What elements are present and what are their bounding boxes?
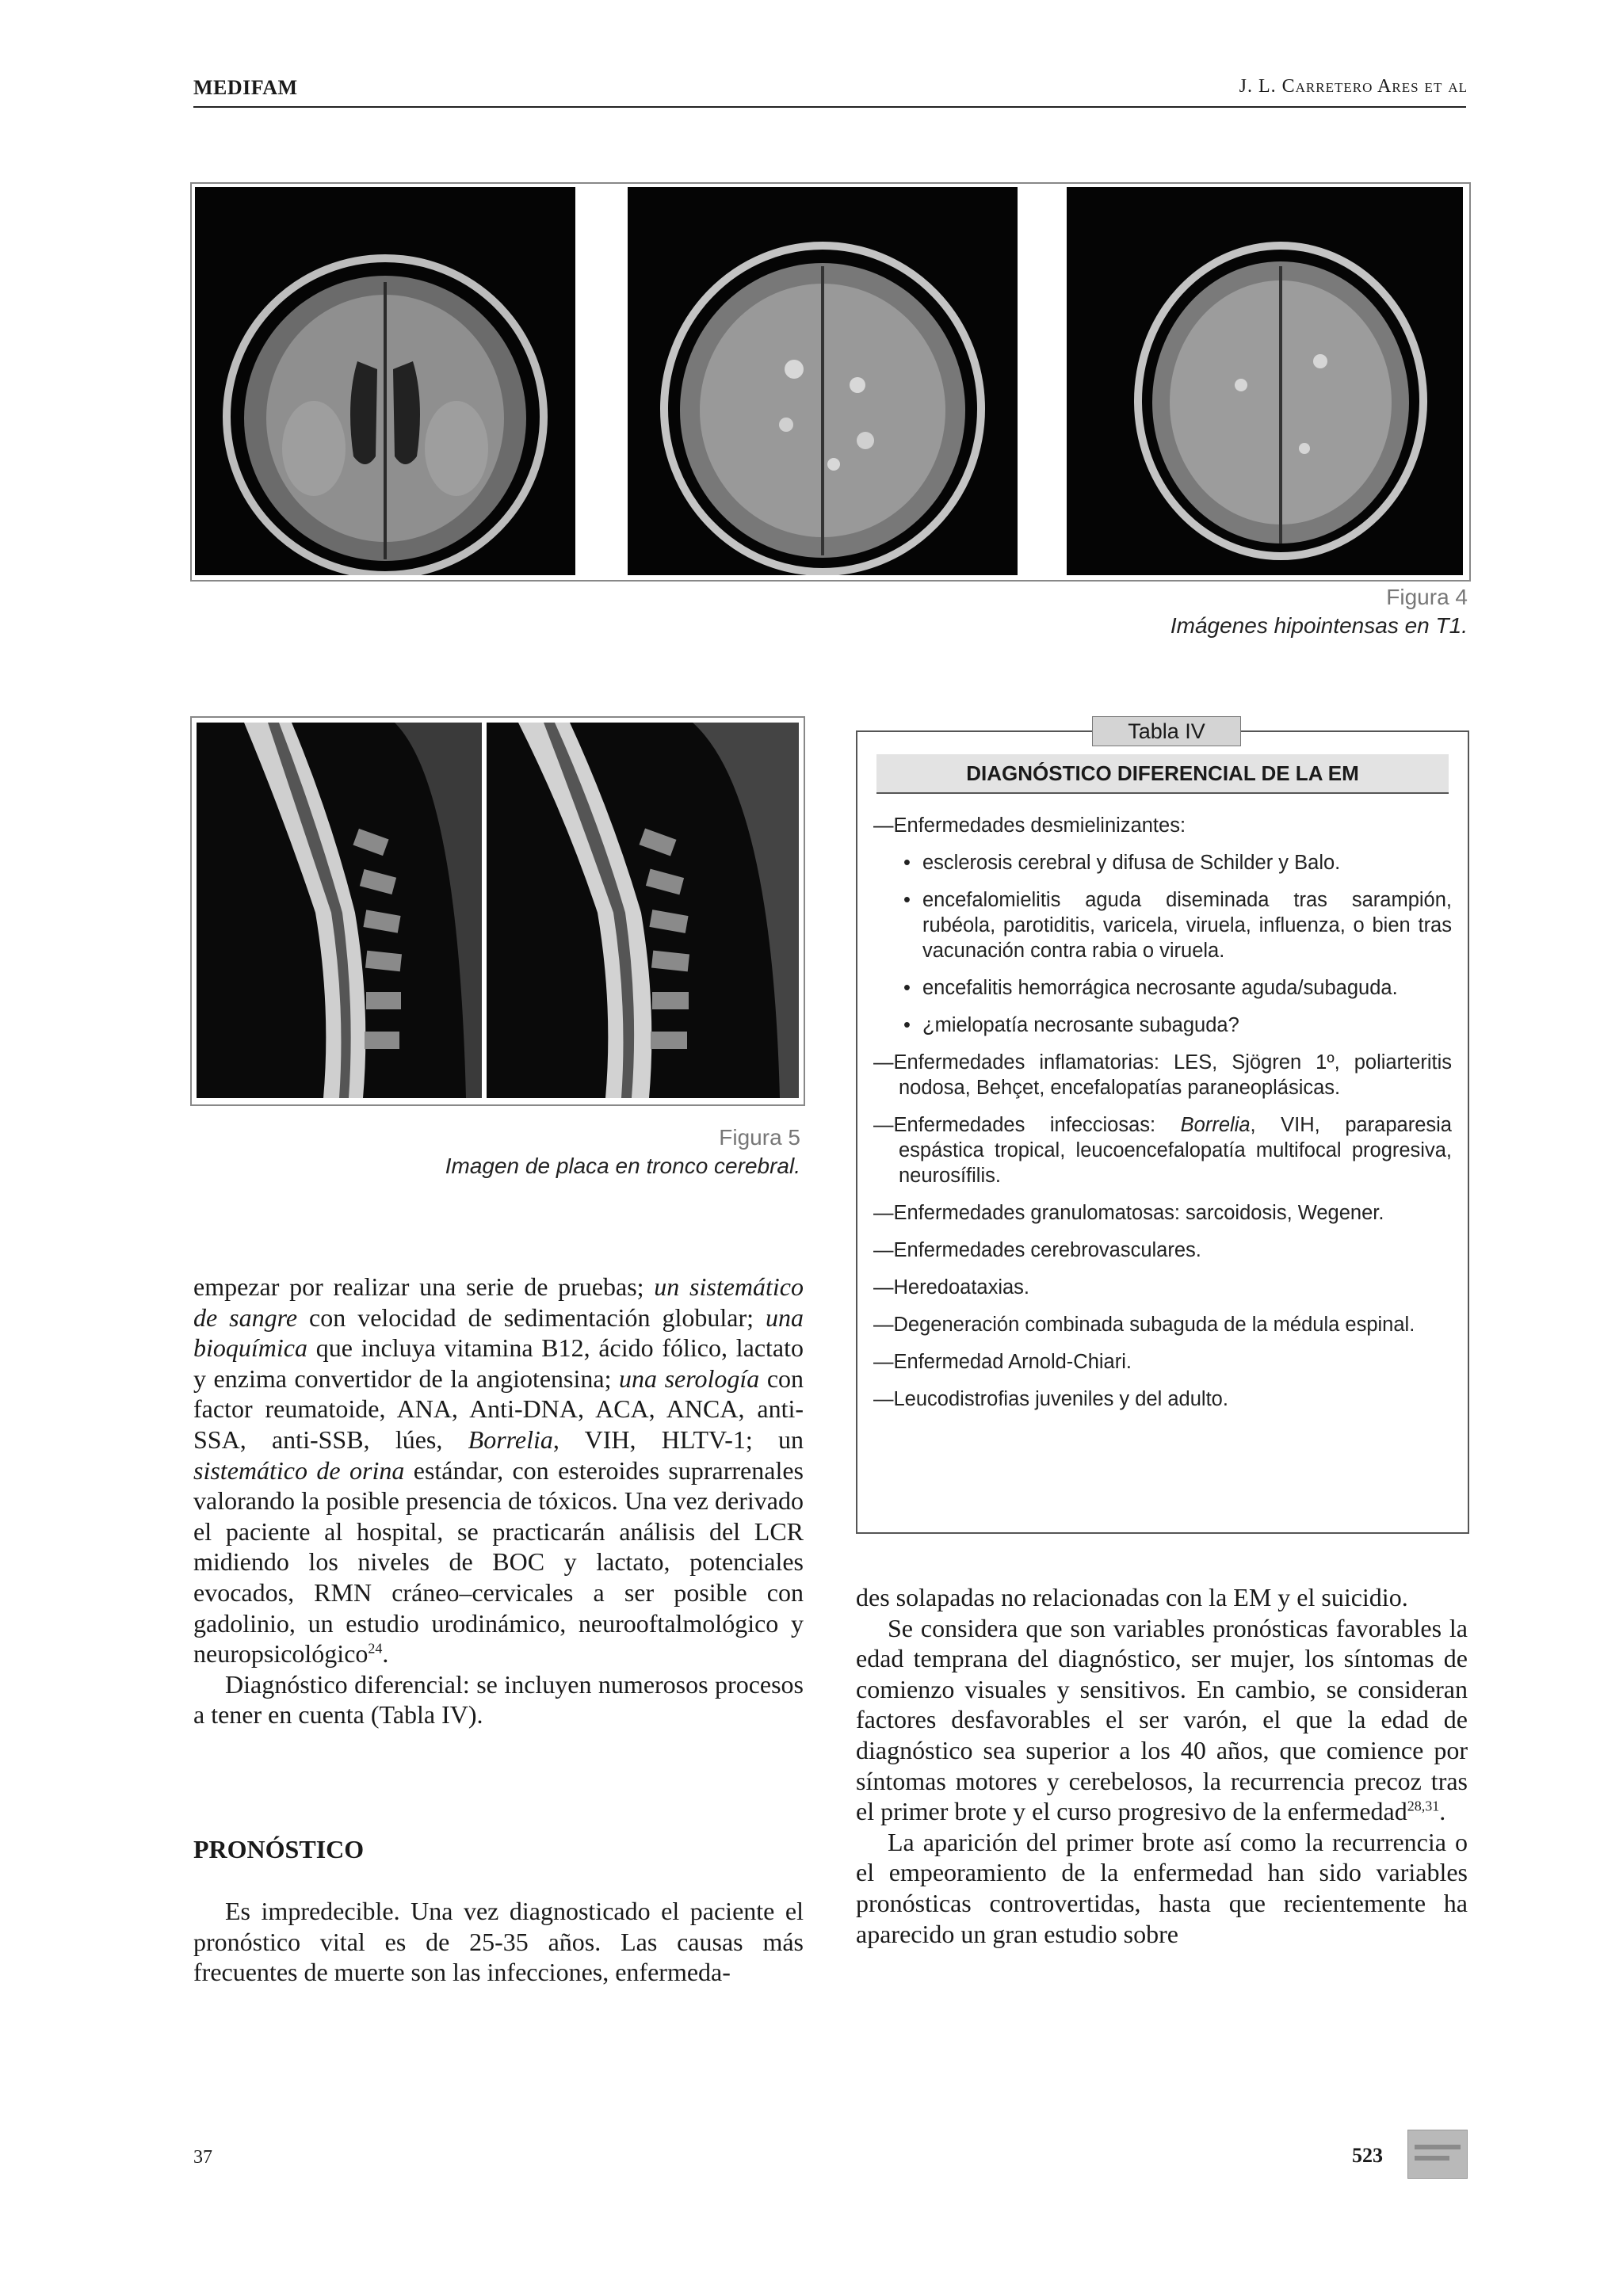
text-run: empezar por realizar una serie de pruebas; [193, 1272, 655, 1301]
table-tab-label: Tabla IV [1092, 716, 1241, 746]
mri-slice-1 [195, 187, 575, 575]
body-paragraph: La aparición del primer brote así como la recurrencia o el empeoramiento de la enfermedad han sido variables pronósticas controvertidas, hasta que recientemente ha aparecido un gran estudio sobre [856, 1827, 1468, 1948]
mri-slice-2 [628, 187, 1018, 575]
figure-5-caption [193, 1123, 800, 1180]
journal-name: MEDIFAM [193, 76, 298, 99]
text-run: . [382, 1639, 389, 1669]
table-item: —Enfermedades desmielinizantes: [873, 814, 1186, 837]
body-paragraph [193, 1272, 804, 1669]
left-column-upper [193, 1272, 804, 1730]
body-paragraph [856, 1613, 1468, 1827]
text-run: . [1439, 1797, 1446, 1826]
text-run-italic: una bioquímica [193, 1302, 804, 1363]
header-rule [193, 106, 1466, 108]
table-item: —Enfermedades cerebrovasculares. [873, 1239, 1201, 1261]
figure-4 [190, 182, 1471, 582]
table-item-italic: Borrelia [1180, 1114, 1251, 1136]
text-run: con factor reumatoide, ANA, Anti-DNA, ACA, ANCA, anti-SSA, anti-SSB, lúes, [193, 1363, 804, 1454]
table-item: —Heredoataxias. [873, 1276, 1030, 1299]
table-item: —Degeneración combinada subaguda de la médula espinal. [873, 1314, 1415, 1336]
text-run: Se considera que son variables pronósticas favorables la edad temprana del diagnóstico, ser mujer, los síntomas de comienzo visuales y sensitivos. En cambio, se consideran factores desfavorables el ser varón, el que la edad de diagnóstico sea superior a los 40 años, que comience por síntomas motores y cerebelosos, la recurrencia precoz tras el primer brote y el curso progresivo de la enfermedad [856, 1613, 1468, 1826]
spine-mri-2 [487, 723, 799, 1098]
text-run: , VIH, HLTV-1; un [552, 1425, 804, 1454]
table-item: —Enfermedades granulomatosas: sarcoidosis, Wegener. [873, 1202, 1384, 1224]
table-body [873, 813, 1452, 1424]
figure-5-text: Imagen de placa en tronco cerebral. [445, 1154, 800, 1178]
text-run-italic: Borrelia [468, 1425, 553, 1454]
table-item-text: —Enfermedades infecciosas: [873, 1114, 1181, 1136]
text-run-italic: sistemático de orina [193, 1455, 405, 1485]
table-title: DIAGNÓSTICO DIFERENCIAL DE LA EM [876, 754, 1449, 794]
mri-slice-3 [1067, 187, 1463, 575]
text-run-italic: una serología [619, 1363, 760, 1393]
figure-5 [190, 716, 805, 1106]
section-heading: PRONÓSTICO [193, 1835, 365, 1863]
table-item: —Enfermedades inflamatorias: LES, Sjögren 1º, poliarteritis nodosa, Behçet, encefalopatías paraneoplásicas. [873, 1051, 1452, 1099]
left-column-lower [193, 1896, 804, 1988]
figure-5-label: Figura 5 [719, 1125, 800, 1150]
body-paragraph: Diagnóstico diferencial: se incluyen numerosos procesos a tener en cuenta (Tabla IV). [193, 1669, 804, 1730]
figure-4-label: Figura 4 [1386, 585, 1468, 609]
table-item: —Enfermedad Arnold-Chiari. [873, 1351, 1132, 1373]
text-run: con velocidad de sedimentación globular; [297, 1302, 766, 1332]
text-run: que incluya vitamina B12, ácido fólico, lactato y enzima convertidor de la angiotensina; [193, 1333, 804, 1393]
publisher-logo-icon [1407, 2130, 1468, 2179]
body-paragraph: des solapadas no relacionadas con la EM y el suicidio. [856, 1583, 1408, 1611]
table-item [873, 1112, 1452, 1188]
table-iv [856, 719, 1469, 1534]
text-run-italic: un sistemático de sangre [193, 1272, 804, 1332]
table-item: —Leucodistrofias juveniles y del adulto. [873, 1388, 1228, 1410]
figure-4-text: Imágenes hipointensas en T1. [1170, 613, 1468, 638]
table-bullet: • encefalomielitis aguda diseminada tras sarampión, rubéola, parotiditis, varicela, viruela, influenza, o bien tras vacunación contra rabia o viruela. [873, 887, 1452, 963]
body-paragraph: Es impredecible. Una vez diagnosticado el paciente el pronóstico vital es de 25-35 años. Las causas más frecuentes de muerte son las infecciones, enfermeda- [193, 1897, 804, 1987]
reference-mark: 28,31 [1407, 1798, 1440, 1814]
running-authors: J. L. Carretero Ares et al [1239, 76, 1468, 97]
text-run: estándar, con esteroides suprarrenales valorando la posible presencia de tóxicos. Una vez derivado el paciente al hospital, se practicarán análisis del LCR midiendo los niveles de BOC y lactato, potenciales evocados, RMN cráneo–cervicales a ser posible con gadolinio, un estudio urodinámico, neurooftalmológico y neuropsicológico [193, 1455, 804, 1669]
page-number-left: 37 [193, 2147, 212, 2168]
right-column [856, 1582, 1468, 1949]
spine-mri-1 [197, 723, 482, 1098]
table-item-text: , VIH, paraparesia espástica tropical, leucoencefalopatía multifocal progresiva, neurosífilis. [899, 1114, 1452, 1187]
table-bullet: • esclerosis cerebral y difusa de Schilder y Balo. [873, 850, 1452, 875]
table-bullet: • encefalitis hemorrágica necrosante aguda/subaguda. [873, 975, 1452, 1001]
figure-4-caption [1170, 583, 1468, 640]
page-number-right: 523 [1352, 2144, 1383, 2167]
reference-mark: 24 [368, 1640, 383, 1657]
table-bullet: • ¿mielopatía necrosante subaguda? [873, 1013, 1452, 1038]
